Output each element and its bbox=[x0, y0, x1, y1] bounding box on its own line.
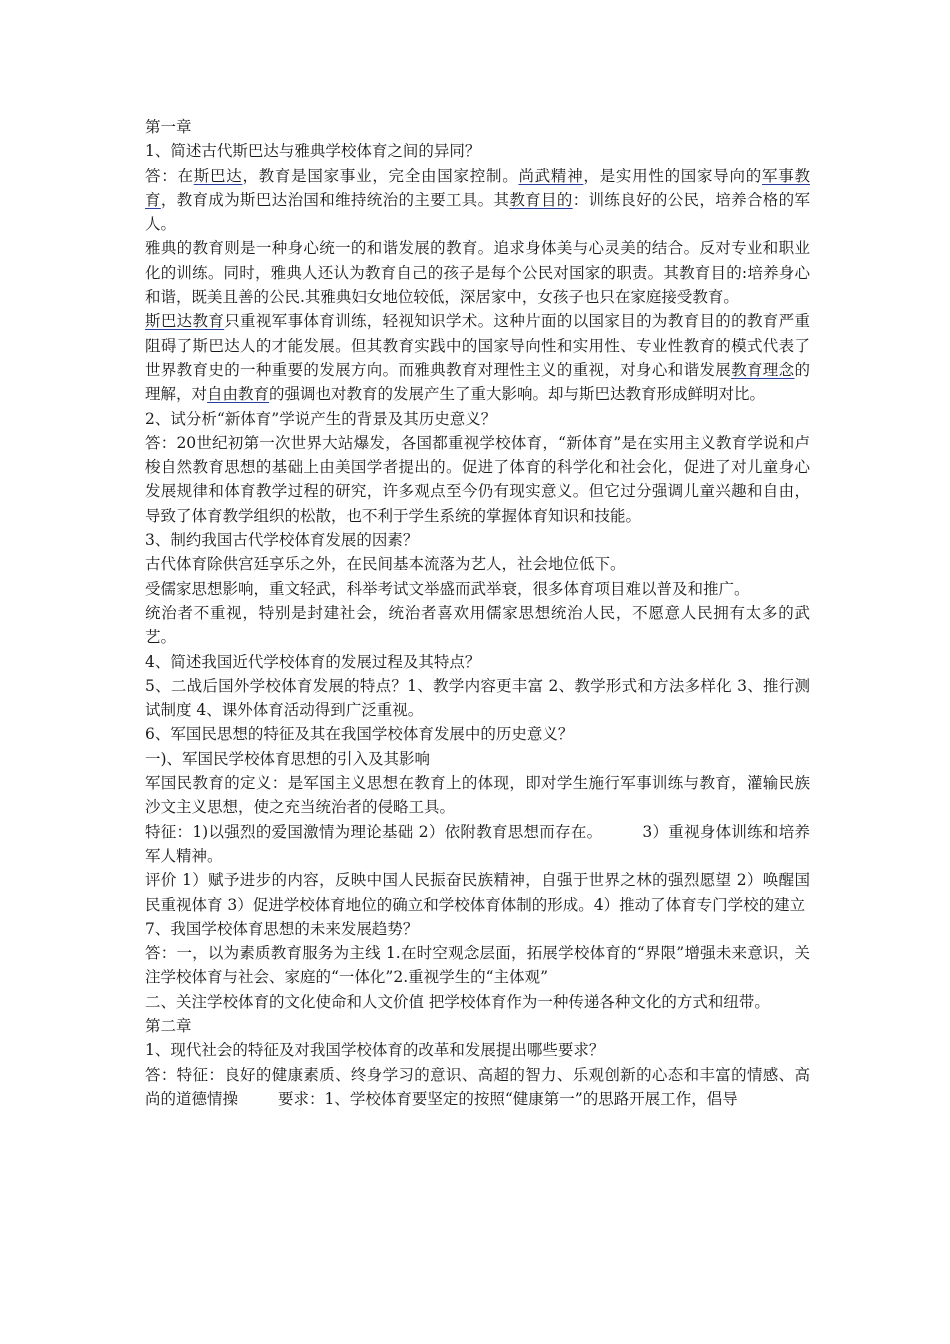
text-run: 的强调也对教育的发展产生了重大影响。却与斯巴达教育形成鲜明对比。 bbox=[269, 385, 766, 404]
text-run: 答：在 bbox=[145, 166, 194, 185]
text-run: ，是实用性的国家导向的 bbox=[583, 166, 762, 185]
paragraph: 5、二战后国外学校体育发展的特点？1、教学内容更丰富 2、教学形式和方法多样化 3、推行测试制度 4、课外体育活动得到广泛重视。 bbox=[145, 676, 810, 720]
hyperlink[interactable]: 教育目的 bbox=[509, 190, 573, 209]
document-page bbox=[145, 115, 810, 1111]
paragraph bbox=[145, 820, 810, 869]
text-run: ：训练良好的公民，培养合格的军人。 bbox=[145, 190, 810, 234]
paragraph: 雅典的教育则是一种身心统一的和谐发展的教育。追求身体美与心灵美的结合。反对专业和职业化的训练。同时，雅典人还认为教育自己的孩子是每个公民对国家的职责。其教育目的:培养身心和谐，既美且善的公民.其雅典妇女地位较低，深居家中，女孩子也只在家庭接受教育。 bbox=[145, 239, 810, 307]
text-run: 答：特征：良好的健康素质、终身学习的意识、高超的智力、乐观创新的心态和丰富的情感、高尚的道德情操 bbox=[145, 1065, 810, 1108]
text-run: 只重视军事体育训练，轻视知识学术。这种片面的以国家目的为教育目的的教育严重阻碍了斯巴达人的才能发展。但其教育实践中的国家导向性和实用性、专业性教育的模式代表了世界教育史的一种重要的发展方向。而雅典教育对理性主义的重视，对身心和谐发展 bbox=[145, 312, 810, 379]
text-run: 特征：1)以强烈的爱国激情为理论基础 2）依附教育思想而存在。 bbox=[145, 822, 603, 841]
hyperlink[interactable]: 军事教育 bbox=[145, 166, 810, 209]
paragraph: 答：20世纪初第一次世界大站爆发，各国都重视学校体育，“新体育”是在实用主义教育学说和卢梭自然教育思想的基础上由美国学者提出的。促进了体育的科学化和社会化，促进了对儿童身心发展规律和体育教学过程的研究，许多观点至今仍有现实意义。但它过分强调儿童兴趣和自由，导致了体育教学组织的松散，也不利于学生系统的掌握体育知识和技能。 bbox=[145, 433, 810, 525]
paragraph: 4、简述我国近代学校体育的发展过程及其特点？ bbox=[145, 652, 481, 671]
text-run: 3）重视身体训练和培养军人精神。 bbox=[145, 822, 810, 865]
text-run: ，教育是国家事业，完全由国家控制。 bbox=[242, 166, 519, 185]
paragraph: 答：一，以为素质教育服务为主线 1.在时空观念层面，拓展学校体育的“界限”增强未来意识，关注学校体育与社会、家庭的“一体化”2.重视学生的“主体观” bbox=[145, 944, 810, 987]
text-run: 的理解，对 bbox=[145, 360, 810, 404]
paragraph bbox=[145, 164, 810, 237]
paragraph: 6、军国民思想的特征及其在我国学校体育发展中的历史意义？ bbox=[145, 725, 574, 744]
hyperlink[interactable]: 教育理念 bbox=[731, 360, 795, 379]
hyperlink[interactable]: 斯巴达教育 bbox=[145, 312, 225, 331]
paragraph bbox=[145, 1063, 810, 1112]
paragraph: 第二章 bbox=[145, 1016, 192, 1035]
paragraph: 1、现代社会的特征及对我国学校体育的改革和发展提出哪些要求？ bbox=[145, 1041, 605, 1060]
paragraph: 评价 1）赋予进步的内容，反映中国人民振奋民族精神，自强于世界之林的强烈愿望 2）唤醒国民重视体育 3）促进学校体育地位的确立和学校体育体制的形成。4）推动了体育专门学校的建立 bbox=[145, 871, 810, 914]
paragraph: 受儒家思想影响，重文轻武，科举考试文举盛而武举衰，很多体育项目难以普及和推广。 bbox=[145, 579, 750, 598]
paragraph: 统治者不重视，特别是封建社会，统治者喜欢用儒家思想统治人民，不愿意人民拥有太多的武艺。 bbox=[145, 603, 810, 647]
hyperlink[interactable]: 斯巴达 bbox=[193, 166, 243, 185]
paragraph: 第一章 bbox=[145, 118, 192, 136]
paragraph: 古代体育除供宫廷享乐之外，在民间基本流落为艺人，社会地位低下。 bbox=[145, 555, 626, 574]
hyperlink[interactable]: 尚武精神 bbox=[518, 166, 584, 185]
paragraph: 1、简述古代斯巴达与雅典学校体育之间的异同？ bbox=[145, 142, 481, 161]
text-run: 要求：1、学校体育要坚定的按照“健康第一”的思路开展工作，倡导 bbox=[278, 1089, 738, 1108]
paragraph: 2、试分析“新体育”学说产生的背景及其历史意义？ bbox=[145, 409, 497, 428]
text-run: ，教育成为斯巴达治国和维持统治的主要工具。其 bbox=[160, 190, 510, 209]
paragraph: 7、我国学校体育思想的未来发展趋势？ bbox=[145, 919, 419, 938]
paragraph bbox=[145, 309, 810, 406]
paragraph: 军国民教育的定义：是军国主义思想在教育上的体现，即对学生施行军事训练与教育，灌输民族沙文主义思想，使之充当统治者的侵略工具。 bbox=[145, 774, 810, 817]
paragraph: 3、制约我国古代学校体育发展的因素？ bbox=[145, 531, 419, 550]
hyperlink[interactable]: 自由教育 bbox=[207, 385, 270, 404]
paragraph: 一)、军国民学校体育思想的引入及其影响 bbox=[145, 749, 431, 768]
paragraph: 二、关注学校体育的文化使命和人文价值 把学校体育作为一种传递各种文化的方式和纽带。 bbox=[145, 992, 770, 1011]
